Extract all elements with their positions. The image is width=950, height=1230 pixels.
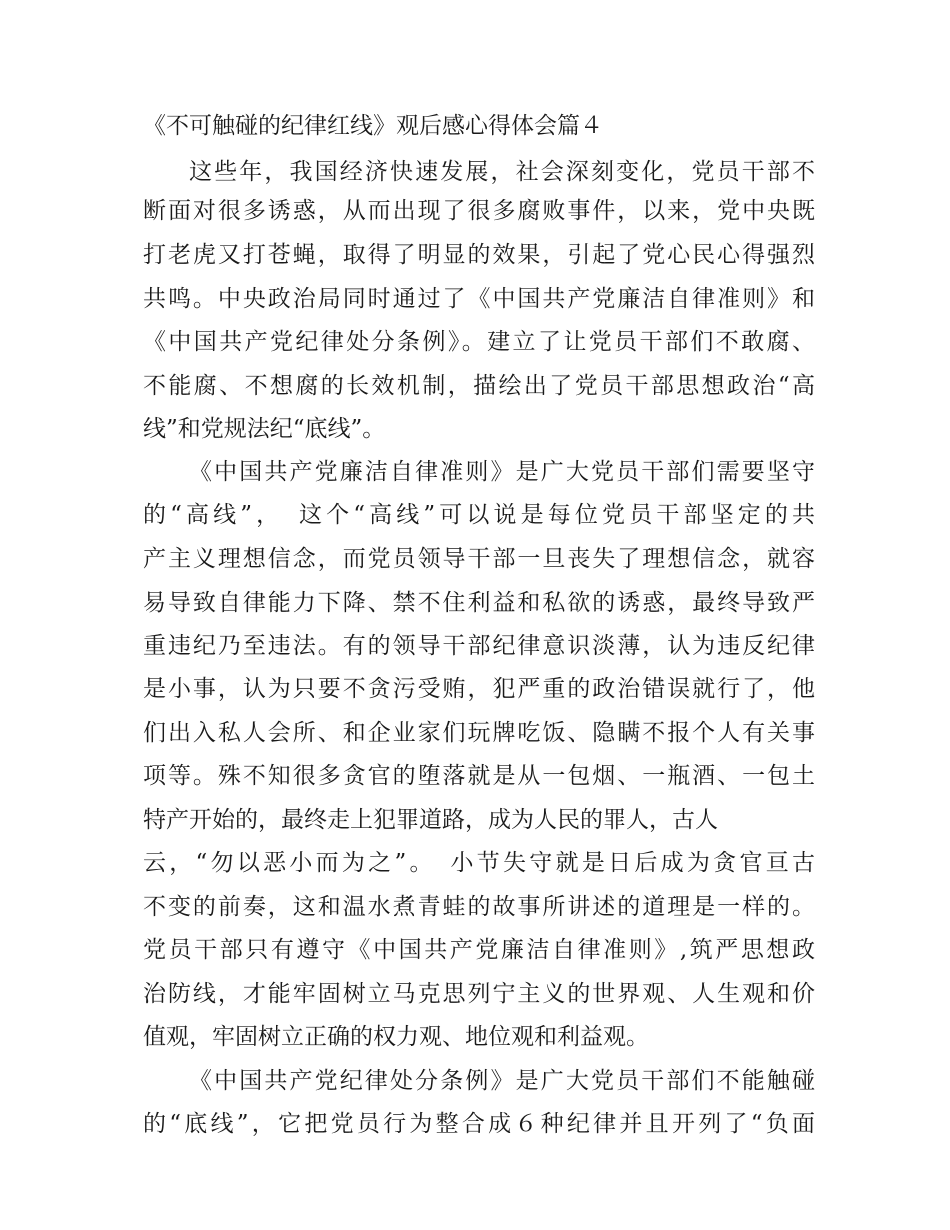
text-line: 共鸣。中央政治局同时通过了《中国共产党廉洁自律准则》和: [143, 286, 815, 312]
text-line: 是小事，认为只要不贪污受贿，犯严重的政治错误就行了，他: [143, 676, 815, 702]
text-line: 《中国共产党纪律处分条例》。建立了让党员干部们不敢腐、: [143, 329, 815, 355]
text-line: 不能腐、不想腐的长效机制，描绘出了党员干部思想政治“高: [143, 373, 815, 399]
text-line: 不变的前奏，这和温水煮青蛙的故事所讲述的道理是一样的。: [143, 894, 815, 920]
text-line: 产主义理想信念，而党员领导干部一旦丧失了理想信念，就容: [143, 546, 815, 572]
text-line: 们出入私人会所、和企业家们玩牌吃饭、隐瞒不报个人有关事: [143, 720, 815, 746]
document-title: 《不可触碰的纪律红线》观后感心得体会篇４: [143, 113, 603, 139]
text-line: 打老虎又打苍蝇，取得了明显的效果，引起了党心民心得强烈: [143, 242, 815, 268]
text-line: 云，“勿以恶小而为之”。 小节失守就是日后成为贪官亘古: [143, 850, 815, 876]
text-line: 治防线，才能牢固树立马克思列宁主义的世界观、人生观和价: [143, 981, 815, 1007]
text-line: 重违纪乃至违法。有的领导干部纪律意识淡薄，认为违反纪律: [143, 633, 815, 659]
text-line: 值观，牢固树立正确的权力观、地位观和利益观。: [143, 1024, 649, 1050]
text-line: 的“底线”，它把党员行为整合成６种纪律并且开列了“负面: [143, 1111, 815, 1137]
text-line: 特产开始的，最终走上犯罪道路，成为人民的罪人，古人: [143, 807, 718, 833]
text-line: 《中国共产党纪律处分条例》是广大党员干部们不能触碰: [189, 1068, 815, 1094]
text-line: 《中国共产党廉洁自律准则》是广大党员干部们需要坚守: [189, 459, 815, 485]
text-line: 易导致自律能力下降、禁不住利益和私欲的诱惑，最终导致严: [143, 590, 815, 616]
text-line: 线”和党规法纪“底线”。: [143, 416, 386, 442]
text-line: 断面对很多诱惑，从而出现了很多腐败事件，以来，党中央既: [143, 198, 815, 224]
text-line: 党员干部只有遵守《中国共产党廉洁自律准则》,筑严思想政: [143, 937, 815, 963]
text-line: 这些年，我国经济快速发展，社会深刻变化，党员干部不: [189, 159, 815, 185]
text-line: 的“高线”， 这个“高线”可以说是每位党员干部坚定的共: [143, 502, 815, 528]
text-line: 项等。殊不知很多贪官的堕落就是从一包烟、一瓶酒、一包土: [143, 763, 815, 789]
